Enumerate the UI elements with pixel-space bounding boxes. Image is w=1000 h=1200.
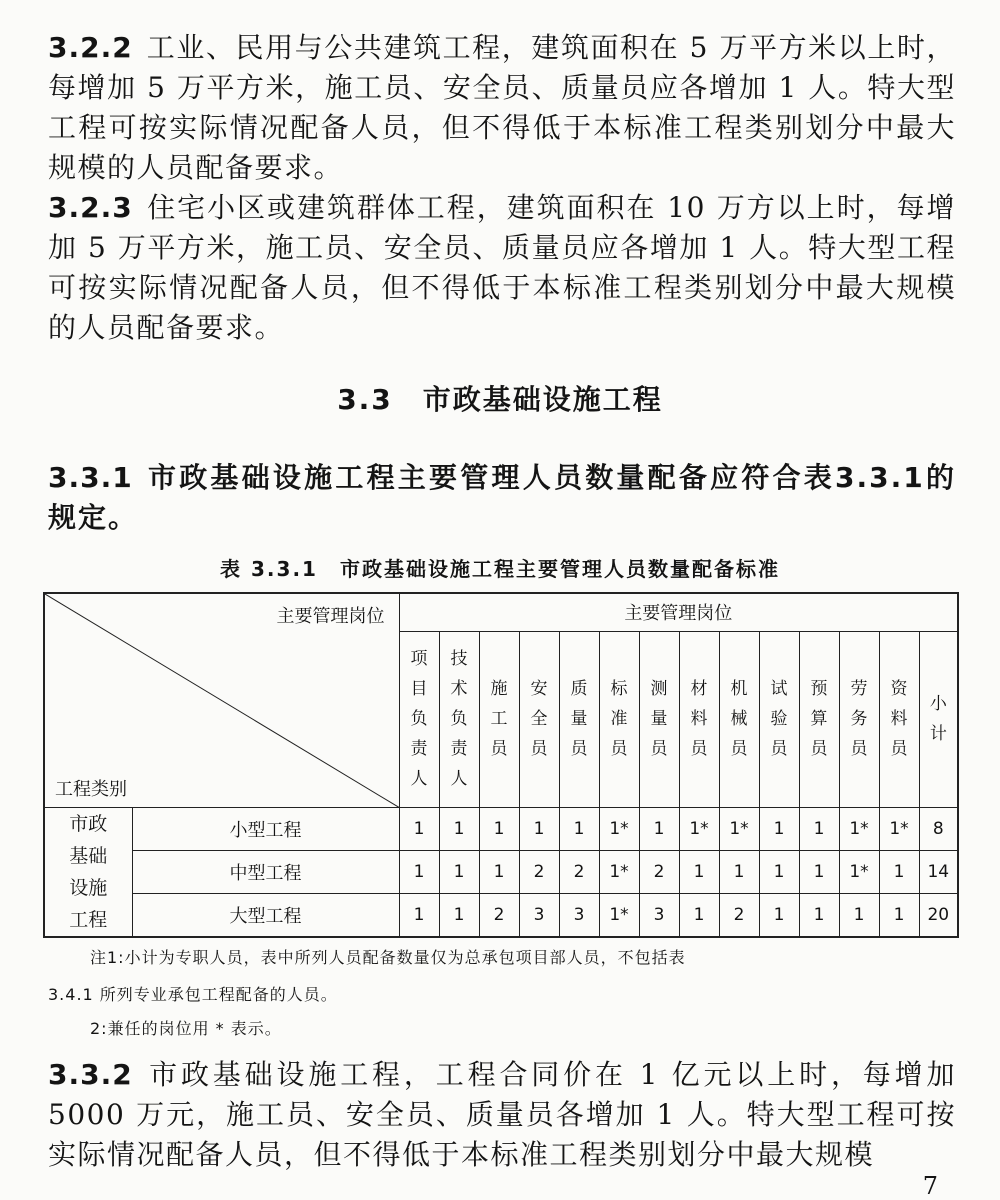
column-header: 施 工 员 xyxy=(479,631,519,807)
clause-number: 3.3.2 xyxy=(48,1058,133,1091)
table-note-1-line-1: 注1:小计为专职人员，表中所列人员配备数量仅为总承包项目部人员，不包括表 xyxy=(90,948,686,967)
table-cell: 1* xyxy=(879,807,919,850)
diagonal-header-cell xyxy=(44,593,399,807)
table-cell: 1 xyxy=(679,850,719,893)
column-header: 资 料 员 xyxy=(879,631,919,807)
table-title: 市政基础设施工程主要管理人员数量配备标准 xyxy=(339,557,780,581)
table-cell: 1 xyxy=(399,807,439,850)
table-cell: 1 xyxy=(759,850,799,893)
column-header: 材 料 员 xyxy=(679,631,719,807)
column-header: 质 量 员 xyxy=(559,631,599,807)
table-cell: 2 xyxy=(639,850,679,893)
row-label: 大型工程 xyxy=(132,893,399,936)
clause-number: 3.3.1 xyxy=(48,461,133,494)
table-cell: 1 xyxy=(559,807,599,850)
column-header: 劳 务 员 xyxy=(839,631,879,807)
table-cell: 20 xyxy=(919,893,958,936)
table-cell: 1 xyxy=(639,807,679,850)
clause-text: 市政基础设施工程主要管理人员数量配备应符合表3.3.1的规定。 xyxy=(48,461,956,534)
table-cell: 1 xyxy=(799,893,839,936)
column-header: 项 目 负 责 人 xyxy=(399,631,439,807)
diagonal-top-label: 主要管理岗位 xyxy=(276,606,385,627)
table-cell: 1 xyxy=(679,893,719,936)
table-cell: 2 xyxy=(479,893,519,936)
group-header: 主要管理岗位 xyxy=(399,593,958,631)
table-cell: 1 xyxy=(439,893,479,936)
section-number: 3.3 xyxy=(337,383,393,416)
table-cell: 1 xyxy=(759,807,799,850)
category-cell: 市政 基础 设施 工程 xyxy=(44,807,132,937)
table-cell: 1 xyxy=(799,850,839,893)
table-cell: 1 xyxy=(439,807,479,850)
table-row xyxy=(44,893,958,936)
table-cell: 1 xyxy=(839,893,879,936)
table-cell: 1 xyxy=(479,807,519,850)
clause-3-2-2 xyxy=(48,28,956,188)
table-cell: 2 xyxy=(719,893,759,936)
table-cell: 3 xyxy=(519,893,559,936)
column-header: 技 术 负 责 人 xyxy=(439,631,479,807)
clause-number: 3.2.2 xyxy=(48,31,133,64)
diagonal-bottom-label: 工程类别 xyxy=(55,778,127,800)
table-cell: 1 xyxy=(439,850,479,893)
table-cell: 1* xyxy=(719,807,759,850)
clause-text: 住宅小区或建筑群体工程，建筑面积在 10 万方以上时，每增加 5 万平方米，施工员、安全员、质量员应各增加 1 人。特大型工程可按实际情况配备人员，但不得低于本标准工程类别划分中最大规模的人员配备要求。 xyxy=(48,191,956,344)
table-cell: 3 xyxy=(559,893,599,936)
table-cell: 1* xyxy=(599,850,639,893)
column-header: 机 械 员 xyxy=(719,631,759,807)
table-note-1-line-2: 3.4.1 所列专业承包工程配备的人员。 xyxy=(48,985,338,1004)
table-cell: 1 xyxy=(759,893,799,936)
clause-number: 3.2.3 xyxy=(48,191,133,224)
table-cell: 1* xyxy=(839,850,879,893)
table-row xyxy=(44,850,958,893)
row-label: 中型工程 xyxy=(132,850,399,893)
clause-3-3-1 xyxy=(48,458,956,538)
table-cell: 1 xyxy=(879,893,919,936)
section-title-text: 市政基础设施工程 xyxy=(422,383,663,416)
column-header: 安 全 员 xyxy=(519,631,559,807)
table-number: 表 3.3.1 xyxy=(220,557,318,581)
table-note-2: 2:兼任的岗位用 * 表示。 xyxy=(90,1019,282,1038)
column-header: 标 准 员 xyxy=(599,631,639,807)
table-cell: 1 xyxy=(799,807,839,850)
section-heading xyxy=(0,378,1000,418)
table-cell: 1 xyxy=(399,893,439,936)
table-cell: 1* xyxy=(599,893,639,936)
table-cell: 1* xyxy=(679,807,719,850)
table-cell: 1 xyxy=(719,850,759,893)
table-cell: 14 xyxy=(919,850,958,893)
column-header: 预 算 员 xyxy=(799,631,839,807)
table-cell: 8 xyxy=(919,807,958,850)
clause-text: 工业、民用与公共建筑工程，建筑面积在 5 万平方米以上时，每增加 5 万平方米，施工员、安全员、质量员应各增加 1 人。特大型工程可按实际情况配备人员，但不得低于本标准工程类别划分中最大规模的人员配备要求。 xyxy=(48,31,956,184)
table-cell: 3 xyxy=(639,893,679,936)
clause-3-3-2 xyxy=(48,1055,956,1175)
column-header: 测 量 员 xyxy=(639,631,679,807)
table-cell: 2 xyxy=(559,850,599,893)
table-cell: 1 xyxy=(479,850,519,893)
table-cell: 1 xyxy=(879,850,919,893)
table-caption xyxy=(0,553,1000,582)
column-header: 试 验 员 xyxy=(759,631,799,807)
table-cell: 1* xyxy=(599,807,639,850)
table-cell: 2 xyxy=(519,850,559,893)
page-number: 7 xyxy=(922,1172,938,1200)
row-label: 小型工程 xyxy=(132,807,399,850)
clause-3-2-3 xyxy=(48,188,956,348)
table-row xyxy=(44,807,958,850)
table-cell: 1 xyxy=(519,807,559,850)
clause-text: 市政基础设施工程，工程合同价在 1 亿元以上时，每增加 5000 万元，施工员、安全员、质量员各增加 1 人。特大型工程可按实际情况配备人员，但不得低于本标准工程类别划分中最大规模 xyxy=(48,1058,956,1171)
column-header: 小 计 xyxy=(919,631,958,807)
table-cell: 1 xyxy=(399,850,439,893)
staffing-table xyxy=(43,592,959,938)
table-cell: 1* xyxy=(839,807,879,850)
